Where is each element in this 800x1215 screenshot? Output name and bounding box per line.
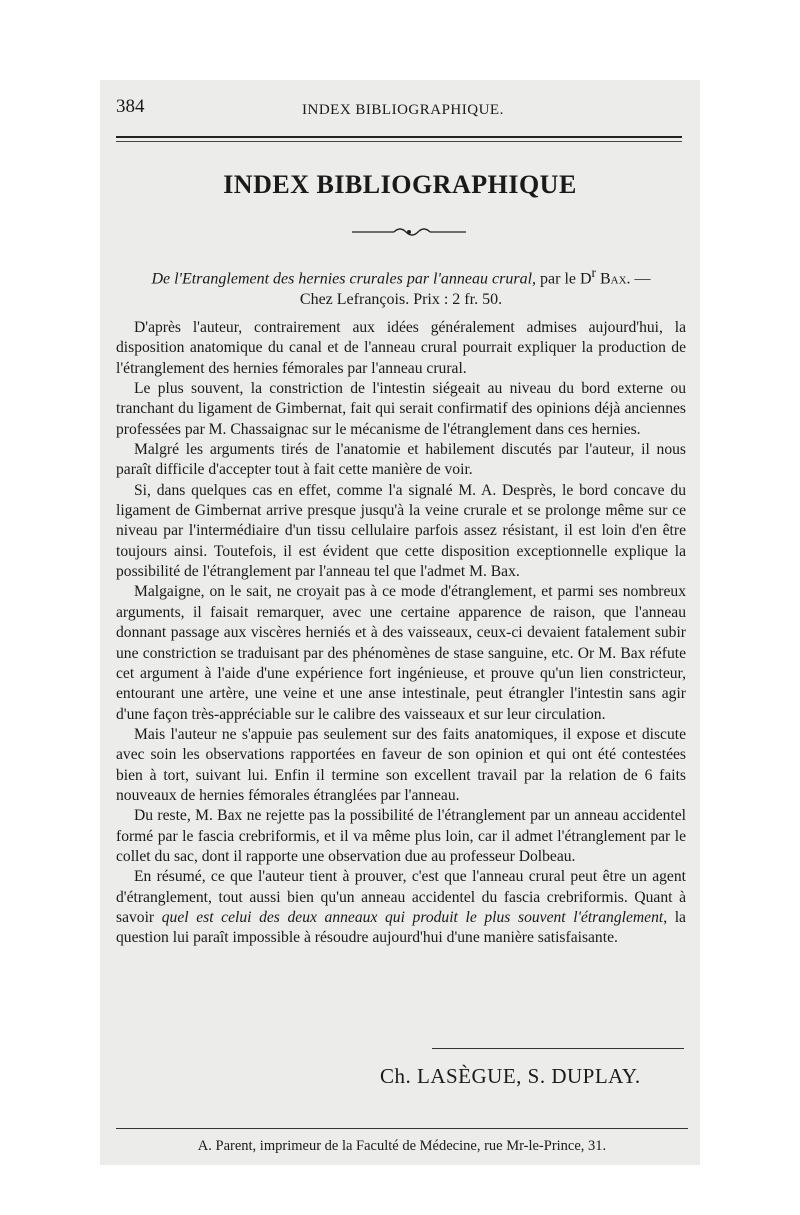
section-title: INDEX BIBLIOGRAPHIQUE bbox=[223, 170, 577, 199]
page-number: 384 bbox=[116, 96, 145, 117]
paragraph: Le plus souvent, la constriction de l'intestin siégeait au niveau du bord externe ou tranchant du ligament de Gimbernat, fait qui serait confirmatif des opinions déjà anciennes professées par M. Chassaignac sur le mécanisme de l'étranglement dans ces hernies. bbox=[116, 380, 686, 438]
signature: Ch. LASÈGUE, S. DUPLAY. bbox=[380, 1064, 641, 1088]
header-rule bbox=[116, 136, 682, 142]
printer-imprint: A. Parent, imprimeur de la Faculté de Médecine, rue Mr-le-Prince, 31. bbox=[197, 1138, 607, 1154]
paragraph: Mais l'auteur ne s'appuie pas seulement sur des faits anatomiques, il expose et discute avec soin les observations rapportées en faveur de son opinion et qui ont été contestées bien à tort, suivant lui. Enfin il termine son excellent travail par la relation de 6 faits nouveaux de hernies fémorales étranglées par l'anneau. bbox=[116, 725, 686, 804]
reference-line-1: De l'Etranglement des hernies crurales par l'anneau crural, par le $D^r$ Bax. — bbox=[151, 265, 651, 288]
paragraph: D'après l'auteur, contrairement aux idées généralement admises aujourd'hui, la disposition anatomique du canal et de l'anneau crural pourrait expliquer la production de l'étranglement des hernies fémorales par l'anneau crural. bbox=[116, 319, 686, 377]
signature-rule bbox=[432, 1048, 684, 1049]
reference-title: De l'Etranglement des hernies crurales par l'anneau crural bbox=[151, 270, 533, 288]
fleuron-ornament bbox=[350, 225, 468, 239]
reference-author: Bax. — bbox=[596, 270, 651, 288]
running-title: INDEX BIBLIOGRAPHIQUE. bbox=[302, 102, 504, 118]
paragraph: Malgré les arguments tirés de l'anatomie et habilement discutés par l'auteur, il nous paraît difficile d'accepter tout à fait cette manière de voir. bbox=[116, 441, 686, 479]
review-body bbox=[116, 318, 686, 949]
paragraph: Si, dans quelques cas en effet, comme l'a signalé M. A. Desprès, le bord concave du ligament de Gimbernat arrive presque jusqu'à la veine crurale et se prolonge même sur ce niveau par l'intermédiaire d'un tissu cellulaire parfois assez résistant, il est loin d'en être toujours ainsi. Toutefois, il est évident que cette disposition exceptionnelle explique la possibilité de l'étranglement par l'anneau tel que l'admet M. Bax. bbox=[116, 481, 686, 581]
bibliographic-reference bbox=[116, 262, 686, 310]
reference-publisher: Chez Lefrançois. Prix : 2 fr. 50. bbox=[299, 291, 503, 309]
paragraph: Malgaigne, on le sait, ne croyait pas à ce mode d'étranglement, et parmi ses nombreux arguments, il faisait remarquer, avec une certaine apparence de raison, que l'anneau donnant passage aux viscères herniés et à des vaisseaux, ceux-ci devaient fatalement subir une constriction se traduisant par des phénomènes de stase sanguine, etc. Or M. Bax réfute cet argument à l'aide d'une expérience fort ingénieuse, et prouve qu'un lien constricteur, entourant une artère, une veine et une anse intestinale, peut étrangler l'intestin sans agir d'une façon très-appréciable sur le calibre des vaisseaux et sur leur circulation. bbox=[116, 583, 686, 723]
imprint-rule bbox=[116, 1128, 688, 1129]
paragraph: Du reste, M. Bax ne rejette pas la possibilité de l'étranglement par un anneau accidentel formé par le fascia crebriformis, et il va même plus loin, car il admet l'étranglement par le collet du sac, dont il rapporte une observation due au professeur Dolbeau. bbox=[116, 807, 686, 865]
paragraph-conclusion: En résumé, ce que l'auteur tient à prouver, c'est que l'anneau crural peut être un agent d'étranglement, tout aussi bien qu'un anneau accidentel du fascia crebriformis. Quant à savoir quel est celui des deux anneaux qui produit le plus souvent l'étranglement, la question lui paraît impossible à résoudre aujourd'hui d'une manière satisfaisante. bbox=[116, 868, 686, 947]
